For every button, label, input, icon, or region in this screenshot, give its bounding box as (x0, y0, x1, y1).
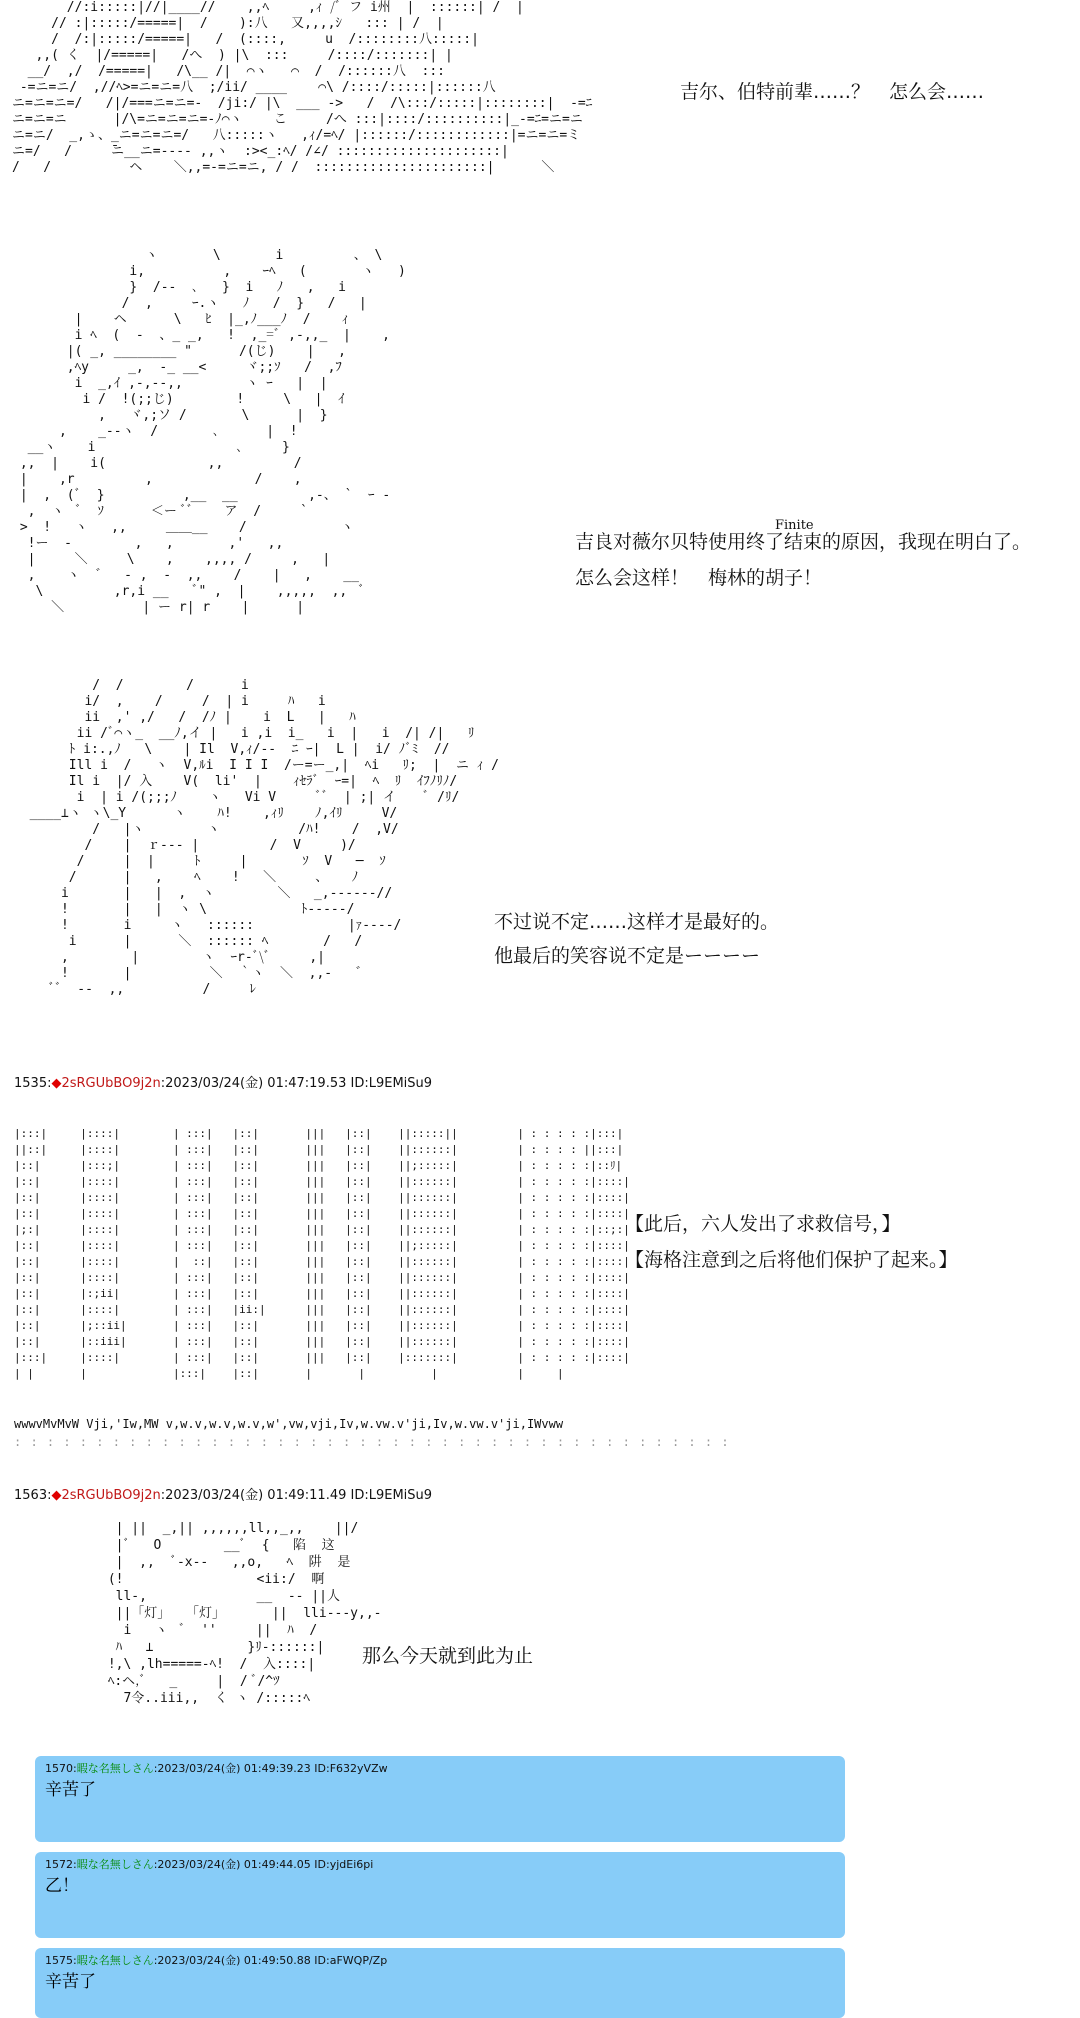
post-header (14, 1075, 432, 1093)
reply-body: 辛苦了 (45, 1972, 96, 1992)
ascii-art-panel-1: //:i:::::|//|____// ,,ﾍ ,ｨ /ﾞ フ i州 | ::::::| / | // :|:::::/=====| / ):八 又,,,,ｼ ::: | / | / /:|:::::/=====| / (::::, u /::::::::八:::::| ,,( く |/=====| /へ ) |\ ::: /::::/:::::::| | __/ ,/ /=====| /\__ /| ⌒ヽ ⌒ / /::::::八 ::: -=ニ=ニ/ ,//ﾍ>=ニ=ニ=八 ;/ii/ ____ ⌒\ /::::/:::::|::::::八 ニ=ニ=ニ=/ /|/===ニ=ニ=- /ji:/ |\ ___ -> / /\:::/:::::|::::::::| -=ﾆ ニ=ニ=ニ |/\=ニ=ニ=ニ=-ﾉ⌒ヽ こ /へ :::|::::/::::::::::|_-=ﾆ=ニ=ニ ニ=ニ/ _,ゝ、_ニ=ニ=ニ=/ 八:::::ヽ ,ｨ/=ﾍ/ |::::::/::::::::::::|=ニ=ニ=ミ ニ=/ / ̄ニ__ニ=---- ,,ヽ :><_:ﾍ/ /∠/ :::::::::::::::::::::| / / ヘ ＼,,=-=ニ=ニ, / / ::::::::::::::::::::::| ＼ (12, 0, 593, 175)
post-meta: :2023/03/24(金) 01:49:11.49 ID:L9EMiSu9 (160, 1488, 433, 1503)
post-separator: : (47, 1488, 52, 1503)
dialogue-line: 吉尔、伯特前辈……？ 怎么会…… (680, 81, 985, 103)
reply-header: 1575:暇な名無しさん:2023/03/24(金) 01:49:50.88 ID:aFWQP/Zp (45, 1954, 388, 1967)
reply-number[interactable]: 1575 (45, 1954, 73, 1967)
dialogue-line: 吉良对薇尔贝特使用终了结束的原因，我现在明白了。 (575, 531, 1032, 553)
post-meta: :2023/03/24(金) 01:47:19.53 ID:L9EMiSu9 (160, 1076, 433, 1091)
ascii-art-panel-2: ヽ \ i 、 \ i, , ｰﾍ ( ヽ ) } /-- ､ } i ﾉ , i / , ｰ.ヽ ﾉ / } / | | ヘ \ ﾋ |_,ﾉ___ﾉ / ｨ i ﾍ ( - 、_ _, ! ,_=ﾞ ,-,,_ | , |( _, ________ " /(じ) | , ,ﾍy _, ‐_ __< ヾ;;ｿ / ,ﾌ i _,ｲ ,-,--,, ヽ ｰ | | i / !(;;じ) ! \ | ｲ , ヾ,;ソ / \ | } , _--ヽ / ､ | ! __ヽ i ､ } ,, | i( ,, / | ,r , / , | , (ﾞ } ,__ __ ,-、 ` ｰ - , ヽ ﾞ ｿ ＜ー ﾞﾞ ア / ` > ! ヽ ,, ＿＿__ / ヽ !ー - , , ,' ,, | ＼ \ , ,,,, / , | , ヽ ゛ - , - ,, / | , __ \ ,r,i __ ﾞ" , | ,,,,, ,, ﾞ ＼ | ー r| r | | (19, 248, 406, 615)
dialogue-line: 不过说不定……这样才是最好的。 (494, 911, 780, 933)
ruby-annotation: Finite (775, 518, 814, 533)
reply-post (35, 1756, 845, 1842)
trip-diamond-icon: ◆ (51, 1488, 62, 1503)
reply-post (35, 1948, 845, 2018)
reply-meta: :2023/03/24(金) 01:49:50.88 ID:aFWQP/Zp (153, 1954, 388, 1967)
post-separator: : (47, 1076, 52, 1091)
reply-meta: :2023/03/24(金) 01:49:39.23 ID:F632yVZw (153, 1762, 388, 1775)
post-number[interactable]: 1563 (14, 1488, 48, 1503)
ascii-art-post-1535: |:::| |::::| | :::| |::| ||| |::| ||:::::|| | : : : : :|:::| ||::| |::::| | :::| |::| ||| |::| ||::::::| | : : : : ||:::| |::| |:::;| | :::| |::| ||| |::| ||;:::::| | : : : : :|::ﾘ| |::| |::::| | :::| |::| ||| |::| ||::::::| | : : : : :|::::| |::| |::::| | :::| |::| ||| |::| ||::::::| | : : : : :|::::| |::| |::::| | :::| |::| ||| |::| ||::::::| | : : : : :|::::| |;:| |::::| | :::| |::| ||| |::| ||::::::| | : : : : :|::;:| |::| |::::| | :::| |::| ||| |::| ||;:::::| | : : : : :|::::| |::| |::::| | ::| |::| ||| |::| ||::::::| | : : : : :|::::| |::| |::::| | :::| |::| ||| |::| ||::::::| | : : : : :|::::| |::| |:;ii| | :::| |::| ||| |::| ||::::::| | : : : : :|::::| |::| |::::| | :::| |ii:| ||| |::| ||::::::| | : : : : :|::::| |::| |;::ii| | :::| |::| ||| |::| ||::::::| | : : : : :|::::| |::| |::iii| | :::| |::| ||| |::| ||::::::| | : : : : :|::::| |:::| |::::| | :::| |::| ||| |::| |:::::::| | : : : : :|::::| | | | |:::| |::| | | | | | (14, 1127, 630, 1380)
reply-body: 辛苦了 (45, 1780, 96, 1800)
narration-line: 【海格注意到之后将他们保护了起来。】 (625, 1249, 958, 1271)
dialogue-line: 他最后的笑容说不定是ーーーー (494, 945, 761, 967)
narration-line: 【此后，六人发出了求救信号，】 (625, 1213, 901, 1235)
reply-name: 暇な名無しさん (76, 1858, 154, 1871)
dialogue-line: 怎么会这样！ 梅林的胡子！ (575, 567, 823, 589)
trip-diamond-icon: ◆ (51, 1076, 62, 1091)
closing-line: 那么今天就到此为止 (362, 1645, 534, 1667)
post-header (14, 1487, 432, 1505)
ascii-art-stripe: wwwvMvMvW Vji,'Iw,MW v,w.v,w.v,w.v,w',vw,vji,Iv,w.vw.v'ji,Iv,w.vw.v'ji,IWvww (14, 1417, 564, 1431)
reply-body: 乙！ (45, 1876, 79, 1896)
reply-number[interactable]: 1570 (45, 1762, 73, 1775)
poster-trip: 2sRGUbBO9j2n (61, 1076, 161, 1091)
reply-number[interactable]: 1572 (45, 1858, 73, 1871)
reply-header: 1570:暇な名無しさん:2023/03/24(金) 01:49:39.23 ID:F632yVZw (45, 1762, 388, 1775)
reply-name: 暇な名無しさん (76, 1762, 154, 1775)
post-number[interactable]: 1535 (14, 1076, 48, 1091)
ascii-art-dots: : : : : : : : : : : : : : : : : : : : : : : : : : : : : : : : : : : : : : : : : : : : : (14, 1435, 730, 1449)
ascii-art-panel-3: / / / i i/ , / / | i ﾊ i ii ,' ,/ / /ﾉ | i L | ﾊ ii /ﾞ⌒ヽ_ __ﾉ,イ | i ,i i_ i | i /| /| ﾘ ﾄ i:.,ﾉ \ | Il V,ｨ/-- ﾆ ｰ| L | i/ ﾉﾞﾐ // Ill i / ヽ V,ﾙi I I I /ー=ー_,| ﾍi ﾘ; | ニ ｨ / Il i |/ 入 V( li' | ｨｾﾗﾞ ｰ=| ﾍ ﾘ ｲﾌﾉﾘﾉ/ i | i /(;;;ﾉ ヽ Vi V ﾞﾞ | ;| イ ﾞ /ﾘ/ ____⊥ヽ ヽ\_Y ヽ ﾊ! ,ｨﾘ ﾉ,ｲﾘ V/ / |ヽ ヽ /ﾊ! / ,V/ / | ｒ--- | / V )/ / | | ﾄ | ｿ V ─ ｿ / | , ﾍ ! ＼ 、 ﾉ i | | , ヽ ＼ _,-‐‐‐‐‐// ! | | ヽ \ ﾄ‐‐‐‐‐/ ! i ヽ :::::: |ｧ----/ i | ＼ :::::: ﾍ / / , | ヽ ｰr‐ﾞ\ﾞ ,| ! | ＼ ｀ヽ ＼ ,,- ゛ ﾞﾞ -- ,, / ﾚ (29, 678, 499, 997)
reply-name: 暇な名無しさん (76, 1954, 154, 1967)
poster-trip: 2sRGUbBO9j2n (61, 1488, 161, 1503)
reply-post (35, 1852, 845, 1938)
reply-header: 1572:暇な名無しさん:2023/03/24(金) 01:49:44.05 ID:yjdEi6pi (45, 1858, 374, 1871)
ascii-art-post-1563: | || _,|| ,,,,,,ll,,_,, ||/ |ﾞ O __ﾞ { 陷 这 | ,, ﾞ-x-‐ ,,o, ﾍ 阱 是 (! <ii:/ 啊 ll-, __ -- ||人 ||「灯」 「灯」 || lli---y,,- i ヽ ﾞ '' || ﾊ / ﾊ ⊥ }ﾘ-::::::| !,\ ,lh=====-ﾍ! / 入::::| ﾍ:ヘ,ﾞ _ | / ﾞ/^ﾂ 7令..iii,, く ヽ /:::::ﾍ (107, 1521, 382, 1706)
reply-meta: :2023/03/24(金) 01:49:44.05 ID:yjdEi6pi (153, 1858, 374, 1871)
